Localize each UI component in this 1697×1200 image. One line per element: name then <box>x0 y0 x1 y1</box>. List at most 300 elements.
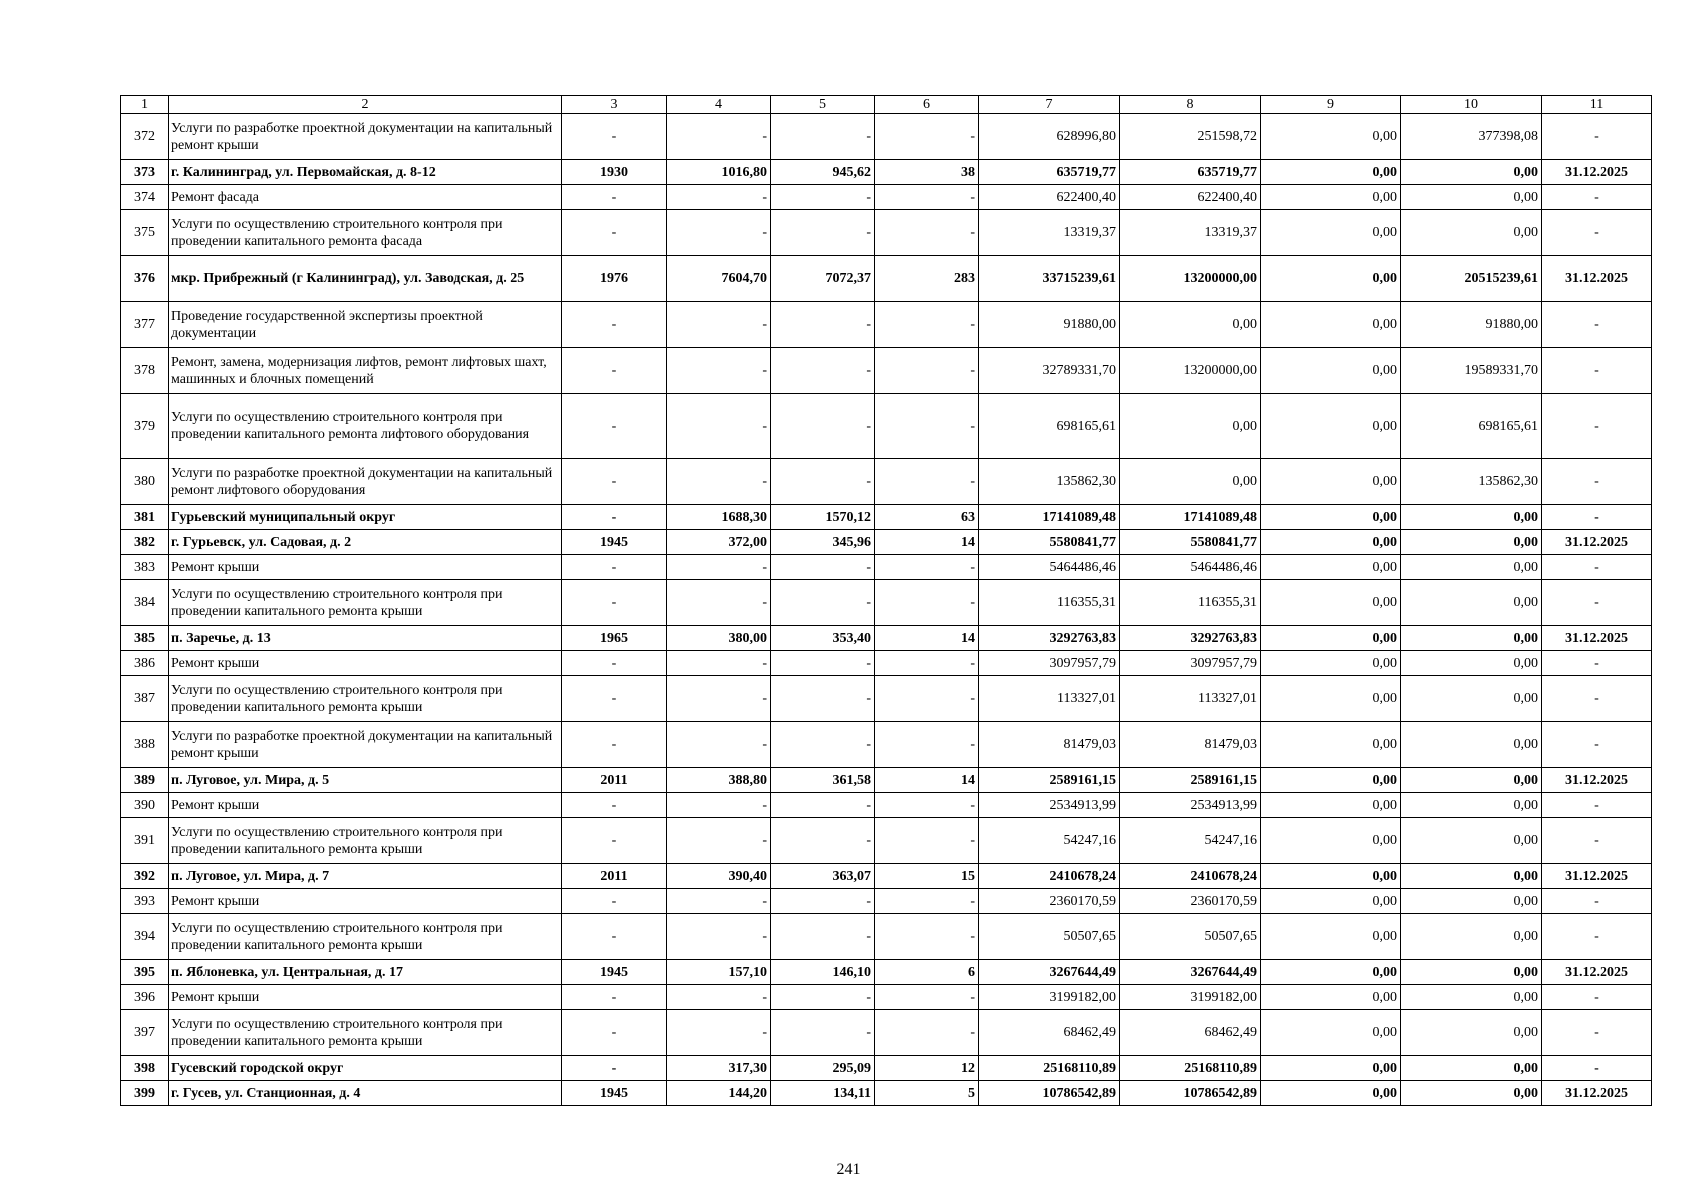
cell-total-cost: 81479,03 <box>979 722 1120 768</box>
cell-build-year: - <box>562 914 667 960</box>
cell-row-number: 382 <box>121 530 169 555</box>
cell-living-area: - <box>771 555 875 580</box>
cell-total-area: 1688,30 <box>667 505 771 530</box>
cell-living-area: - <box>771 302 875 348</box>
cell-build-year: - <box>562 185 667 210</box>
cell-build-year: - <box>562 722 667 768</box>
cell-owners-cost: 0,00 <box>1401 818 1542 864</box>
cell-total-cost: 5580841,77 <box>979 530 1120 555</box>
cell-budget-cost: 0,00 <box>1261 985 1401 1010</box>
cell-row-number: 379 <box>121 394 169 459</box>
cell-residents: - <box>875 914 979 960</box>
cell-completion-date: - <box>1542 210 1652 256</box>
cell-total-area: - <box>667 676 771 722</box>
cell-residents: - <box>875 459 979 505</box>
cell-fund-cost: 3199182,00 <box>1120 985 1261 1010</box>
cell-completion-date: 31.12.2025 <box>1542 1081 1652 1106</box>
cell-description: мкр. Прибрежный (г Калининград), ул. Заводская, д. 25 <box>169 256 562 302</box>
cell-residents: 283 <box>875 256 979 302</box>
cell-build-year: - <box>562 459 667 505</box>
column-number-row <box>121 96 1652 114</box>
cell-living-area: 353,40 <box>771 626 875 651</box>
cell-owners-cost: 0,00 <box>1401 768 1542 793</box>
column-number: 11 <box>1542 96 1652 114</box>
cell-completion-date: 31.12.2025 <box>1542 626 1652 651</box>
cell-living-area: 1570,12 <box>771 505 875 530</box>
cell-row-number: 384 <box>121 580 169 626</box>
cell-residents: 63 <box>875 505 979 530</box>
cell-residents: 38 <box>875 160 979 185</box>
cell-completion-date: 31.12.2025 <box>1542 256 1652 302</box>
cell-total-cost: 3199182,00 <box>979 985 1120 1010</box>
cell-total-area: - <box>667 210 771 256</box>
cell-build-year: - <box>562 1056 667 1081</box>
cell-total-cost: 635719,77 <box>979 160 1120 185</box>
cell-total-cost: 17141089,48 <box>979 505 1120 530</box>
cell-row-number: 374 <box>121 185 169 210</box>
column-number: 3 <box>562 96 667 114</box>
table-row-object <box>121 864 1652 889</box>
column-number: 2 <box>169 96 562 114</box>
cell-budget-cost: 0,00 <box>1261 722 1401 768</box>
cell-fund-cost: 2360170,59 <box>1120 889 1261 914</box>
cell-fund-cost: 2410678,24 <box>1120 864 1261 889</box>
cell-total-cost: 32789331,70 <box>979 348 1120 394</box>
cell-owners-cost: 0,00 <box>1401 1056 1542 1081</box>
cell-row-number: 375 <box>121 210 169 256</box>
cell-living-area: - <box>771 914 875 960</box>
cell-fund-cost: 2589161,15 <box>1120 768 1261 793</box>
cell-row-number: 386 <box>121 651 169 676</box>
cell-total-area: 157,10 <box>667 960 771 985</box>
cell-total-area: - <box>667 793 771 818</box>
cell-completion-date: - <box>1542 185 1652 210</box>
cell-budget-cost: 0,00 <box>1261 1010 1401 1056</box>
cell-build-year: - <box>562 985 667 1010</box>
cell-residents: - <box>875 185 979 210</box>
cell-total-area: 372,00 <box>667 530 771 555</box>
cell-owners-cost: 0,00 <box>1401 530 1542 555</box>
cell-total-cost: 33715239,61 <box>979 256 1120 302</box>
table-row-work <box>121 394 1652 459</box>
cell-completion-date: 31.12.2025 <box>1542 960 1652 985</box>
cell-row-number: 394 <box>121 914 169 960</box>
cell-completion-date: - <box>1542 651 1652 676</box>
cell-owners-cost: 0,00 <box>1401 793 1542 818</box>
cell-total-area: - <box>667 580 771 626</box>
table-row-object <box>121 160 1652 185</box>
cell-completion-date: - <box>1542 459 1652 505</box>
cell-living-area: - <box>771 793 875 818</box>
cell-completion-date: - <box>1542 114 1652 160</box>
cell-build-year: 1945 <box>562 960 667 985</box>
cell-completion-date: 31.12.2025 <box>1542 530 1652 555</box>
column-number: 10 <box>1401 96 1542 114</box>
cell-build-year: 1945 <box>562 530 667 555</box>
cell-fund-cost: 81479,03 <box>1120 722 1261 768</box>
cell-build-year: 2011 <box>562 864 667 889</box>
cell-budget-cost: 0,00 <box>1261 1081 1401 1106</box>
cell-total-area: - <box>667 651 771 676</box>
cell-total-area: - <box>667 302 771 348</box>
cell-build-year: - <box>562 210 667 256</box>
cell-completion-date: - <box>1542 555 1652 580</box>
cell-build-year: - <box>562 555 667 580</box>
cell-row-number: 390 <box>121 793 169 818</box>
table-row-work <box>121 818 1652 864</box>
cell-residents: - <box>875 555 979 580</box>
cell-row-number: 395 <box>121 960 169 985</box>
table-row-work <box>121 185 1652 210</box>
cell-residents: 14 <box>875 530 979 555</box>
cell-living-area: - <box>771 348 875 394</box>
cell-row-number: 391 <box>121 818 169 864</box>
cell-total-area: - <box>667 114 771 160</box>
cell-row-number: 373 <box>121 160 169 185</box>
cell-fund-cost: 10786542,89 <box>1120 1081 1261 1106</box>
cell-completion-date: - <box>1542 302 1652 348</box>
cell-living-area: 361,58 <box>771 768 875 793</box>
table-row-object <box>121 1056 1652 1081</box>
cell-completion-date: 31.12.2025 <box>1542 160 1652 185</box>
cell-row-number: 381 <box>121 505 169 530</box>
cell-budget-cost: 0,00 <box>1261 580 1401 626</box>
cell-budget-cost: 0,00 <box>1261 210 1401 256</box>
cell-description: Ремонт фасада <box>169 185 562 210</box>
cell-total-area: 390,40 <box>667 864 771 889</box>
cell-row-number: 389 <box>121 768 169 793</box>
cell-budget-cost: 0,00 <box>1261 302 1401 348</box>
cell-living-area: 945,62 <box>771 160 875 185</box>
cell-owners-cost: 20515239,61 <box>1401 256 1542 302</box>
cell-total-area: - <box>667 985 771 1010</box>
cell-budget-cost: 0,00 <box>1261 651 1401 676</box>
cell-owners-cost: 0,00 <box>1401 505 1542 530</box>
cell-living-area: 7072,37 <box>771 256 875 302</box>
cell-build-year: - <box>562 394 667 459</box>
cell-residents: 14 <box>875 626 979 651</box>
cell-total-cost: 5464486,46 <box>979 555 1120 580</box>
cell-budget-cost: 0,00 <box>1261 555 1401 580</box>
cell-build-year: - <box>562 818 667 864</box>
cell-total-cost: 3267644,49 <box>979 960 1120 985</box>
cell-description: Ремонт крыши <box>169 985 562 1010</box>
cell-fund-cost: 54247,16 <box>1120 818 1261 864</box>
cell-residents: - <box>875 651 979 676</box>
cell-row-number: 397 <box>121 1010 169 1056</box>
cell-build-year: - <box>562 651 667 676</box>
cell-residents: - <box>875 394 979 459</box>
cell-description: Ремонт крыши <box>169 889 562 914</box>
cell-description: Услуги по осуществлению строительного контроля при проведении капитального ремонта крыши <box>169 580 562 626</box>
table-row-object <box>121 768 1652 793</box>
cell-residents: - <box>875 793 979 818</box>
cell-completion-date: - <box>1542 889 1652 914</box>
cell-owners-cost: 135862,30 <box>1401 459 1542 505</box>
cell-description: Услуги по осуществлению строительного контроля при проведении капитального ремонта лифтового оборудования <box>169 394 562 459</box>
cell-description: г. Гусев, ул. Станционная, д. 4 <box>169 1081 562 1106</box>
cell-budget-cost: 0,00 <box>1261 793 1401 818</box>
cell-living-area: - <box>771 1010 875 1056</box>
cell-living-area: 363,07 <box>771 864 875 889</box>
cell-fund-cost: 622400,40 <box>1120 185 1261 210</box>
cell-residents: 14 <box>875 768 979 793</box>
cell-total-area: 1016,80 <box>667 160 771 185</box>
cell-living-area: - <box>771 722 875 768</box>
cell-total-cost: 2360170,59 <box>979 889 1120 914</box>
table-row-work <box>121 914 1652 960</box>
cell-completion-date: - <box>1542 676 1652 722</box>
cell-fund-cost: 3097957,79 <box>1120 651 1261 676</box>
cell-living-area: - <box>771 580 875 626</box>
cell-row-number: 388 <box>121 722 169 768</box>
cell-description: п. Заречье, д. 13 <box>169 626 562 651</box>
cell-owners-cost: 698165,61 <box>1401 394 1542 459</box>
cell-description: п. Луговое, ул. Мира, д. 7 <box>169 864 562 889</box>
cell-owners-cost: 0,00 <box>1401 580 1542 626</box>
cell-living-area: - <box>771 676 875 722</box>
cell-description: Услуги по осуществлению строительного контроля при проведении капитального ремонта крыши <box>169 818 562 864</box>
cell-owners-cost: 0,00 <box>1401 210 1542 256</box>
cell-total-area: 317,30 <box>667 1056 771 1081</box>
cell-fund-cost: 13319,37 <box>1120 210 1261 256</box>
cell-living-area: - <box>771 394 875 459</box>
cell-build-year: - <box>562 676 667 722</box>
cell-completion-date: 31.12.2025 <box>1542 864 1652 889</box>
cell-living-area: - <box>771 459 875 505</box>
cell-total-area: - <box>667 889 771 914</box>
cell-build-year: - <box>562 505 667 530</box>
cell-description: п. Яблоневка, ул. Центральная, д. 17 <box>169 960 562 985</box>
cell-fund-cost: 0,00 <box>1120 459 1261 505</box>
cell-fund-cost: 5464486,46 <box>1120 555 1261 580</box>
cell-fund-cost: 17141089,48 <box>1120 505 1261 530</box>
cell-living-area: - <box>771 818 875 864</box>
cell-build-year: 1945 <box>562 1081 667 1106</box>
cell-owners-cost: 19589331,70 <box>1401 348 1542 394</box>
cell-owners-cost: 0,00 <box>1401 185 1542 210</box>
cell-completion-date: - <box>1542 394 1652 459</box>
cell-row-number: 399 <box>121 1081 169 1106</box>
table-row-work <box>121 676 1652 722</box>
cell-total-cost: 135862,30 <box>979 459 1120 505</box>
cell-fund-cost: 25168110,89 <box>1120 1056 1261 1081</box>
cell-row-number: 393 <box>121 889 169 914</box>
cell-total-area: - <box>667 722 771 768</box>
cell-budget-cost: 0,00 <box>1261 626 1401 651</box>
cell-fund-cost: 68462,49 <box>1120 1010 1261 1056</box>
cell-budget-cost: 0,00 <box>1261 459 1401 505</box>
cell-fund-cost: 5580841,77 <box>1120 530 1261 555</box>
table-row-object <box>121 530 1652 555</box>
table-row-object <box>121 505 1652 530</box>
cell-description: Услуги по разработке проектной документации на капитальный ремонт крыши <box>169 722 562 768</box>
cell-total-cost: 628996,80 <box>979 114 1120 160</box>
cell-description: Ремонт крыши <box>169 651 562 676</box>
cell-row-number: 376 <box>121 256 169 302</box>
cell-build-year: - <box>562 793 667 818</box>
cell-residents: 15 <box>875 864 979 889</box>
cell-description: Услуги по осуществлению строительного контроля при проведении капитального ремонта крыши <box>169 1010 562 1056</box>
cell-fund-cost: 3292763,83 <box>1120 626 1261 651</box>
cell-owners-cost: 0,00 <box>1401 555 1542 580</box>
cell-owners-cost: 0,00 <box>1401 864 1542 889</box>
cell-residents: - <box>875 676 979 722</box>
cell-completion-date: - <box>1542 1010 1652 1056</box>
cell-description: Ремонт, замена, модернизация лифтов, ремонт лифтовых шахт, машинных и блочных помещений <box>169 348 562 394</box>
cell-build-year: 1965 <box>562 626 667 651</box>
cell-fund-cost: 13200000,00 <box>1120 348 1261 394</box>
cell-row-number: 383 <box>121 555 169 580</box>
column-number: 9 <box>1261 96 1401 114</box>
table-row-object <box>121 256 1652 302</box>
cell-description: Услуги по разработке проектной документации на капитальный ремонт крыши <box>169 114 562 160</box>
table-row-work <box>121 302 1652 348</box>
cell-description: Услуги по осуществлению строительного контроля при проведении капитального ремонта крыши <box>169 676 562 722</box>
cell-owners-cost: 0,00 <box>1401 985 1542 1010</box>
cell-total-cost: 116355,31 <box>979 580 1120 626</box>
cell-total-cost: 2589161,15 <box>979 768 1120 793</box>
cell-row-number: 396 <box>121 985 169 1010</box>
cell-budget-cost: 0,00 <box>1261 889 1401 914</box>
table-row-work <box>121 889 1652 914</box>
cell-budget-cost: 0,00 <box>1261 768 1401 793</box>
cell-living-area: - <box>771 651 875 676</box>
cell-completion-date: - <box>1542 722 1652 768</box>
cell-residents: - <box>875 889 979 914</box>
table-row-work <box>121 985 1652 1010</box>
cell-total-area: 7604,70 <box>667 256 771 302</box>
cell-budget-cost: 0,00 <box>1261 914 1401 960</box>
cell-fund-cost: 13200000,00 <box>1120 256 1261 302</box>
cell-total-area: - <box>667 459 771 505</box>
cell-description: Услуги по осуществлению строительного контроля при проведении капитального ремонта крыши <box>169 914 562 960</box>
cell-budget-cost: 0,00 <box>1261 676 1401 722</box>
cell-description: г. Калининград, ул. Первомайская, д. 8-12 <box>169 160 562 185</box>
cell-build-year: 1930 <box>562 160 667 185</box>
cell-total-cost: 622400,40 <box>979 185 1120 210</box>
cell-total-cost: 3292763,83 <box>979 626 1120 651</box>
cell-fund-cost: 3267644,49 <box>1120 960 1261 985</box>
cell-description: п. Луговое, ул. Мира, д. 5 <box>169 768 562 793</box>
cell-total-cost: 2534913,99 <box>979 793 1120 818</box>
cell-description: г. Гурьевск, ул. Садовая, д. 2 <box>169 530 562 555</box>
cell-description: Гурьевский муниципальный округ <box>169 505 562 530</box>
cell-description: Ремонт крыши <box>169 555 562 580</box>
cell-completion-date: - <box>1542 985 1652 1010</box>
cell-description: Проведение государственной экспертизы проектной документации <box>169 302 562 348</box>
cell-owners-cost: 0,00 <box>1401 1010 1542 1056</box>
cell-budget-cost: 0,00 <box>1261 185 1401 210</box>
cell-build-year: - <box>562 889 667 914</box>
cell-row-number: 380 <box>121 459 169 505</box>
cell-row-number: 377 <box>121 302 169 348</box>
cell-total-area: - <box>667 185 771 210</box>
cell-completion-date: - <box>1542 348 1652 394</box>
cell-living-area: - <box>771 210 875 256</box>
cell-total-area: 380,00 <box>667 626 771 651</box>
cell-owners-cost: 0,00 <box>1401 676 1542 722</box>
cell-fund-cost: 251598,72 <box>1120 114 1261 160</box>
cell-fund-cost: 0,00 <box>1120 302 1261 348</box>
cell-total-area: - <box>667 914 771 960</box>
cell-row-number: 378 <box>121 348 169 394</box>
cell-fund-cost: 116355,31 <box>1120 580 1261 626</box>
cell-fund-cost: 50507,65 <box>1120 914 1261 960</box>
cell-row-number: 372 <box>121 114 169 160</box>
cell-total-area: - <box>667 555 771 580</box>
cell-living-area: 146,10 <box>771 960 875 985</box>
cell-completion-date: - <box>1542 580 1652 626</box>
cell-budget-cost: 0,00 <box>1261 960 1401 985</box>
cell-description: Ремонт крыши <box>169 793 562 818</box>
cell-residents: - <box>875 210 979 256</box>
cell-row-number: 385 <box>121 626 169 651</box>
cell-living-area: - <box>771 889 875 914</box>
table-row-work <box>121 348 1652 394</box>
cell-total-cost: 68462,49 <box>979 1010 1120 1056</box>
cell-residents: - <box>875 348 979 394</box>
cell-total-cost: 13319,37 <box>979 210 1120 256</box>
cell-completion-date: - <box>1542 1056 1652 1081</box>
table-row-work <box>121 580 1652 626</box>
column-number: 4 <box>667 96 771 114</box>
cell-budget-cost: 0,00 <box>1261 818 1401 864</box>
cell-residents: 12 <box>875 1056 979 1081</box>
cell-owners-cost: 0,00 <box>1401 960 1542 985</box>
cell-description: Гусевский городской округ <box>169 1056 562 1081</box>
table-row-work <box>121 555 1652 580</box>
column-number: 8 <box>1120 96 1261 114</box>
table-row-object <box>121 626 1652 651</box>
cell-owners-cost: 0,00 <box>1401 914 1542 960</box>
cell-row-number: 387 <box>121 676 169 722</box>
cell-build-year: - <box>562 580 667 626</box>
cell-residents: 6 <box>875 960 979 985</box>
table-row-work <box>121 210 1652 256</box>
cell-total-cost: 698165,61 <box>979 394 1120 459</box>
cell-owners-cost: 377398,08 <box>1401 114 1542 160</box>
cell-owners-cost: 0,00 <box>1401 160 1542 185</box>
column-number: 1 <box>121 96 169 114</box>
cell-total-area: 144,20 <box>667 1081 771 1106</box>
cell-residents: - <box>875 722 979 768</box>
cell-total-cost: 10786542,89 <box>979 1081 1120 1106</box>
cell-fund-cost: 2534913,99 <box>1120 793 1261 818</box>
cell-total-cost: 3097957,79 <box>979 651 1120 676</box>
cell-completion-date: 31.12.2025 <box>1542 768 1652 793</box>
cell-budget-cost: 0,00 <box>1261 256 1401 302</box>
cell-budget-cost: 0,00 <box>1261 160 1401 185</box>
cell-residents: - <box>875 114 979 160</box>
cell-residents: - <box>875 1010 979 1056</box>
cell-total-cost: 91880,00 <box>979 302 1120 348</box>
cell-owners-cost: 0,00 <box>1401 626 1542 651</box>
cell-completion-date: - <box>1542 914 1652 960</box>
cell-living-area: - <box>771 985 875 1010</box>
cell-total-area: - <box>667 1010 771 1056</box>
cell-fund-cost: 0,00 <box>1120 394 1261 459</box>
cell-build-year: - <box>562 348 667 394</box>
table-row-work <box>121 1010 1652 1056</box>
cell-total-cost: 113327,01 <box>979 676 1120 722</box>
cell-completion-date: - <box>1542 818 1652 864</box>
cell-owners-cost: 91880,00 <box>1401 302 1542 348</box>
cell-build-year: - <box>562 1010 667 1056</box>
table-row-work <box>121 722 1652 768</box>
cell-budget-cost: 0,00 <box>1261 114 1401 160</box>
cell-fund-cost: 635719,77 <box>1120 160 1261 185</box>
